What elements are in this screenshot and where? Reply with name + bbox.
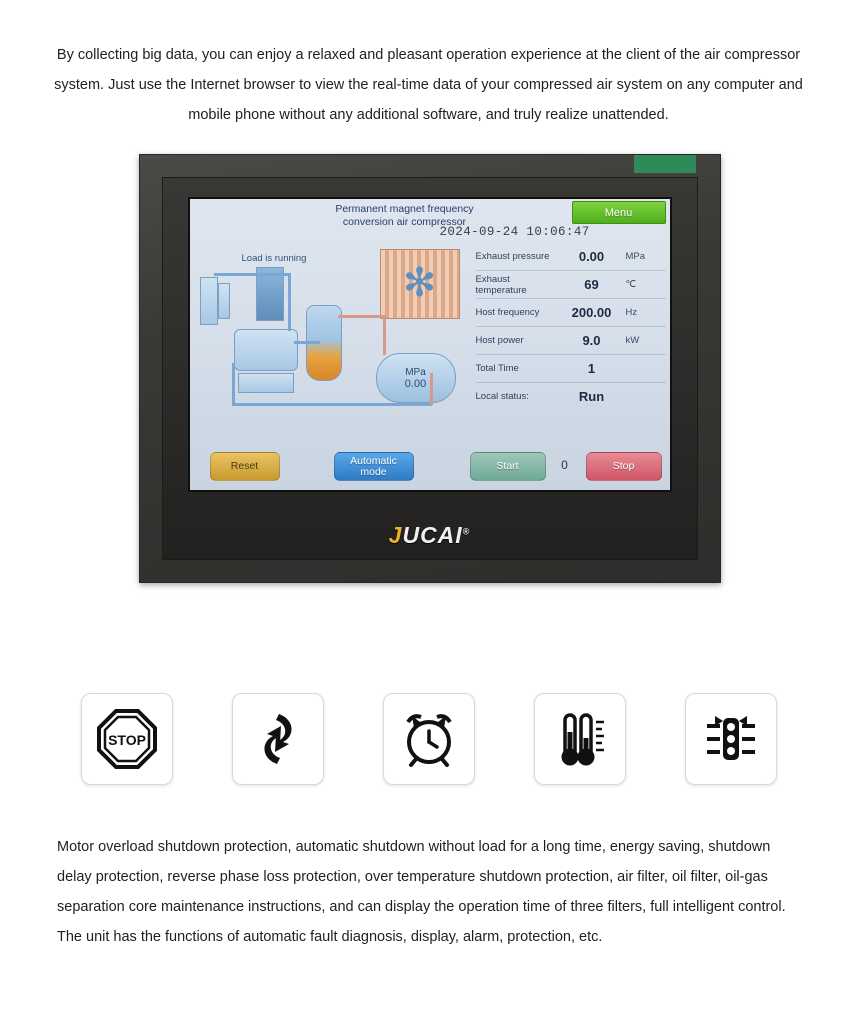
table-row — [476, 327, 666, 355]
outro-text: Motor overload shutdown protection, automatic shutdown without load for a long time, energy saving, shutdown delay protection, reverse phase loss protection, over temperature shutdown protection, air filter, oil filter, oil-gas separation core maintenance instructions, and can display the operation time of three filters, full intelligent control. The unit has the functions of automatic fault diagnosis, display, alarm, protection, etc. — [57, 839, 786, 945]
readout-value: 1 — [587, 361, 596, 376]
readout-value: Run — [578, 389, 605, 404]
readout-unit: ℃ — [625, 279, 637, 290]
readout-table — [476, 243, 666, 410]
pipe-intake-top — [214, 273, 290, 276]
start-button[interactable]: Start — [470, 452, 546, 481]
table-row — [476, 299, 666, 327]
airend-block — [234, 329, 298, 371]
brand-logo-registered: ® — [462, 525, 471, 536]
thermometers-icon — [534, 693, 626, 785]
pipe-cooler-down — [383, 317, 386, 355]
brand-logo — [389, 522, 471, 549]
intake-valve-block — [218, 283, 230, 319]
table-row — [476, 383, 666, 410]
brand-strip — [188, 518, 672, 552]
hmi-button-row — [188, 452, 672, 486]
pipe-motor-down — [288, 273, 291, 331]
tank-unit-label: MPa — [405, 366, 426, 378]
pipe-separator-to-cooler — [338, 315, 386, 318]
alarm-clock-icon — [383, 693, 475, 785]
automatic-mode-line1: Automatic — [350, 454, 397, 467]
readout-value: 0.00 — [578, 249, 605, 264]
intro-text: By collecting big data, you can enjoy a relaxed and pleasant operation experience at the client of the air compressor system. Just use the Internet browser to view the real-time data of your compressed air system on any computer and mobile phone without any additional software, and truly realize unattended. — [54, 47, 803, 123]
stop-button[interactable]: Stop — [586, 452, 662, 481]
brand-logo-j: J — [388, 521, 403, 548]
feature-icon-row — [0, 693, 857, 785]
readout-unit: MPa — [625, 251, 646, 262]
reset-button[interactable]: Reset — [210, 452, 280, 481]
hmi-title-line2: conversion air compressor — [342, 216, 467, 228]
automatic-mode-button[interactable] — [334, 452, 414, 481]
readout-value: 200.00 — [571, 305, 612, 320]
readout-label: Local status: — [475, 391, 529, 402]
air-receiver-tank — [376, 353, 456, 403]
panel-green-tab — [634, 155, 696, 173]
readout-label: Host power — [475, 335, 524, 346]
oil-filter-block — [238, 373, 294, 393]
readout-label: Exhaust pressure — [475, 251, 550, 262]
outro-paragraph — [57, 832, 802, 952]
pipe-left-riser — [232, 363, 235, 405]
table-row — [476, 355, 666, 383]
readout-value: 9.0 — [582, 333, 601, 348]
brand-logo-rest: UCAI — [402, 521, 463, 548]
pipe-bottom-return — [232, 403, 432, 406]
pipe-to-separator — [294, 341, 320, 344]
svg-text:STOP: STOP — [107, 732, 146, 748]
stop-sign-icon — [81, 693, 173, 785]
air-filter-block — [200, 277, 218, 325]
hmi-screen[interactable] — [188, 197, 672, 492]
traffic-light-icon — [685, 693, 777, 785]
counter-value: 0 — [561, 458, 568, 472]
readout-label: Exhaust temperature — [475, 273, 527, 296]
readout-unit: kW — [625, 335, 640, 346]
panel-bezel — [139, 154, 721, 583]
hmi-panel-photo — [139, 154, 719, 583]
aftercooler-unit — [380, 249, 460, 319]
cooling-fan-icon: ✻ — [402, 261, 437, 305]
intro-paragraph — [49, 0, 809, 130]
table-row — [476, 243, 666, 271]
flow-status-label: Load is running — [241, 253, 307, 264]
menu-button[interactable]: Menu — [572, 201, 666, 224]
readout-label: Host frequency — [475, 307, 540, 318]
readout-value: 69 — [584, 277, 599, 292]
automatic-mode-line2: mode — [360, 465, 387, 478]
tank-pressure-value: 0.00 — [404, 377, 427, 390]
table-row — [476, 271, 666, 299]
recycle-arrows-icon — [232, 693, 324, 785]
datetime-display: 2024-09-24 10:06:47 — [439, 225, 590, 239]
process-flow-diagram — [194, 243, 474, 439]
readout-label: Total Time — [475, 363, 519, 374]
readout-unit: Hz — [625, 307, 638, 318]
hmi-title-line1: Permanent magnet frequency — [335, 203, 474, 215]
pipe-tank-drop — [430, 373, 433, 405]
